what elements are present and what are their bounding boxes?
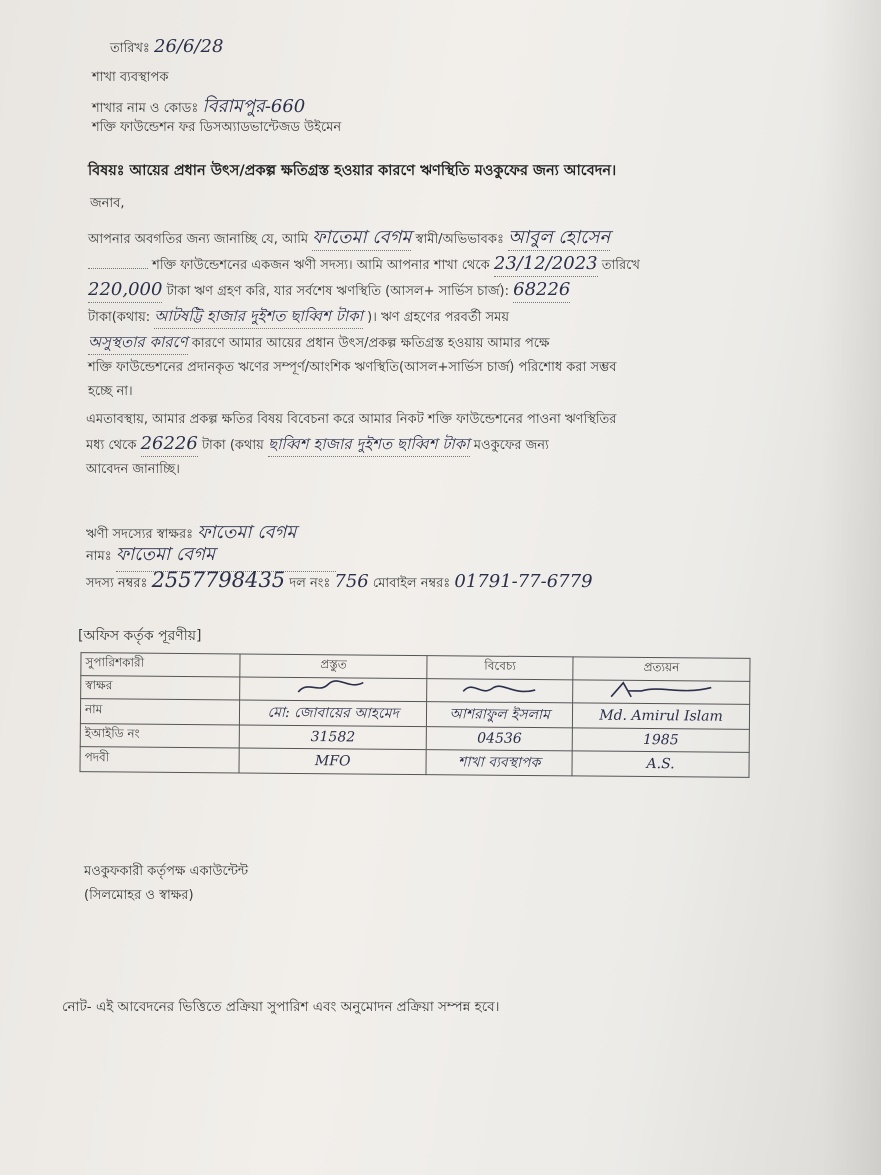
paragraph-2	[86, 408, 826, 482]
p1-line-3	[88, 278, 818, 304]
member-name: ফাতেমা বেগম	[116, 540, 336, 572]
guardian-name: আবুল হোসেন	[508, 226, 610, 251]
member-signature: ফাতেমা বেগম	[197, 522, 297, 543]
row-label: ইআইডি নং	[80, 724, 239, 748]
row-label: নাম	[80, 699, 239, 725]
office-table	[79, 652, 750, 778]
p1-text-a: আপনার অবগতির জন্য জানাচ্ছি যে, আমি	[88, 232, 309, 247]
table-cell: 04536	[426, 727, 572, 751]
signature-scribble-1	[288, 678, 378, 697]
p1-line-1	[88, 226, 818, 252]
signature-cell	[240, 677, 427, 702]
p1-text-d: টাকা ঋণ গ্রহণ করি, যার সর্বশেষ ঋণস্থিতি (আসল+ সার্ভিস চার্জ):	[166, 284, 509, 299]
signature-scribble-2	[455, 679, 545, 698]
p1-text-e: টাকা(কথায়:	[88, 310, 151, 325]
date-line	[110, 36, 223, 60]
signature-scribble-3	[601, 681, 721, 700]
org-line: শক্তি ফাউন্ডেশন ফর ডিসঅ্যাডভান্টেজড উইমেন	[92, 120, 342, 135]
branch-label: শাখার নাম ও কোডঃ	[92, 101, 199, 116]
footer-note: নোট- এই আবেদনের ভিত্তিতে প্রক্রিয়া সুপারিশ এবং অনুমোদন প্রক্রিয়া সম্পন্ন হবে।	[62, 999, 500, 1015]
p1-line-2	[88, 252, 818, 278]
approver-note: (সিলমোহর ও স্বাক্ষর)	[84, 888, 194, 903]
p1-text-f: )। ঋণ গ্রহণের পরবর্তী সময়	[367, 310, 509, 325]
column-header: প্রত্যয়ন	[573, 657, 750, 682]
approver-line: মওকুফকারী কর্তৃপক্ষ একাউন্টেন্ট	[84, 864, 249, 879]
p2-line-1: এমতাবস্থায়, আমার প্রকল্প ক্ষতির বিষয় বিবেচনা করে আমার নিকট শক্তি ফাউন্ডেশনের পাওনা ঋণস্থিতির	[86, 412, 617, 427]
table-cell: Md. Amirul Islam	[572, 703, 749, 730]
loan-balance: 68226	[513, 278, 570, 303]
group-label: দল নংঃ	[289, 576, 331, 591]
manager-line: শাখা ব্যবস্থাপক	[92, 70, 169, 85]
signature-cell	[427, 679, 573, 703]
p1-text-b: শক্তি ফাউন্ডেশনের একজন ঋণী সদস্য। আমি আপনার শাখা থেকে	[152, 258, 490, 273]
loan-amount: 220,000	[88, 278, 162, 303]
p2-text-a: মধ্য থেকে	[86, 438, 137, 453]
table-cell: শাখা ব্যবস্থাপক	[426, 750, 572, 776]
p2-line-2	[86, 432, 826, 458]
table-cell: A.S.	[572, 751, 749, 778]
branch-value: বিরামপুর-660	[202, 96, 306, 117]
member-id-line	[86, 568, 593, 595]
p1-text-c: তারিখে	[601, 258, 640, 273]
office-heading: [অফিস কর্তৃক পূরণীয়]	[78, 628, 202, 644]
damage-reason: অসুস্থতার কারণে	[88, 330, 188, 355]
blank-dots	[88, 268, 148, 269]
name-label: নামঃ	[86, 549, 112, 564]
applicant-name: ফাতেমা বেগম	[312, 226, 411, 251]
paragraph-1	[88, 226, 818, 404]
table-cell: 31582	[239, 725, 426, 750]
p1-line-4	[88, 304, 818, 330]
table-cell: MFO	[239, 748, 426, 775]
phone-label: মোবাইল নম্বরঃ	[372, 576, 451, 591]
loan-date: 23/12/2023	[494, 252, 598, 277]
p2-line-3: আবেদন জানাচ্ছি।	[86, 462, 180, 477]
waiver-amount: 26226	[141, 432, 198, 457]
signature-cell	[573, 680, 750, 705]
guardian-label: স্বামী/অভিভাবকঃ	[415, 232, 504, 247]
subject-line: বিষয়ঃ আয়ের প্রধান উৎস/প্রকল্প ক্ষতিগ্রস্ত হওয়ার কারণে ঋণস্থিতি মওকুফের জন্য আবেদন।	[88, 163, 617, 179]
member-id-label: সদস্য নম্বরঃ	[86, 576, 148, 591]
row-label: পদবী	[80, 747, 239, 773]
table-cell: আশরাফুল ইসলাম	[427, 702, 573, 728]
p2-text-b: টাকা (কথায়	[201, 438, 264, 453]
member-id: 2557798435	[151, 568, 286, 592]
column-header: সুপারিশকারী	[81, 653, 240, 677]
p1-line-5	[88, 330, 818, 356]
column-header: বিবেচ্য	[427, 656, 573, 680]
waiver-in-words: ছাব্বিশ হাজার দুইশত ছাব্বিশ টাকা	[268, 432, 470, 457]
p1-line-7: হচ্ছে না।	[88, 384, 133, 399]
row-label: স্বাক্ষর	[81, 676, 240, 700]
p1-text-g: কারণে আমার আয়ের প্রধান উৎস/প্রকল্প ক্ষতিগ্রস্ত হওয়ায় আমার পক্ষে	[191, 336, 550, 351]
date-value: 26/6/28	[154, 36, 224, 57]
balance-in-words: আটষট্টি হাজার দুইশত ছাব্বিশ টাকা	[154, 304, 363, 329]
column-header: প্রস্তুত	[240, 654, 427, 679]
p1-line-6: শক্তি ফাউন্ডেশনের প্রদানকৃত ঋণের সম্পূর্ণ/আংশিক ঋণস্থিতি(আসল+সার্ভিস চার্জ) পরিশোধ করা সম্ভব	[88, 360, 617, 375]
salutation: জনাব,	[90, 196, 125, 211]
paper-edge-shadow	[821, 0, 881, 1175]
p2-text-c: মওকুফের জন্য	[473, 438, 549, 453]
table-row	[80, 747, 749, 778]
phone-number: 01791-77-6779	[454, 571, 593, 592]
group-number: 756	[334, 571, 369, 592]
table-cell: মো: জোবায়ের আহমেদ	[239, 700, 426, 727]
signature-label: ঋণী সদস্যের স্বাক্ষরঃ	[86, 527, 194, 542]
table-cell: 1985	[572, 728, 749, 753]
date-label: তারিখঃ	[110, 41, 150, 56]
